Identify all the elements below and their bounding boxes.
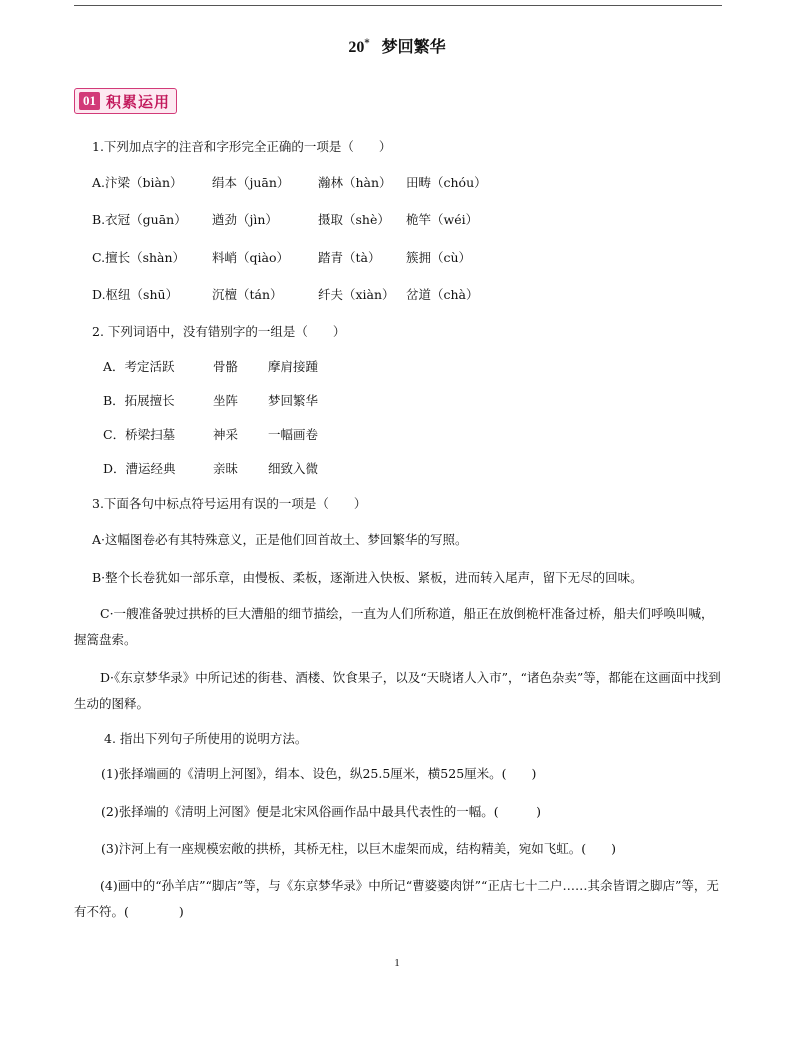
q4-item-3: (3)汴河上有一座规模宏敞的拱桥，其桥无柱，以巨木虚架而成，结构精美，宛如飞虹。( ) xyxy=(101,841,616,856)
q4-item-2: (2)张择端的《清明上河图》便是北宋风俗画作品中最具代表性的一幅。( ) xyxy=(101,804,541,819)
q2-option-text: 神采 xyxy=(213,427,239,442)
q2-option-d xyxy=(103,461,318,477)
q2-option-text: D．漕运经典 xyxy=(103,461,176,476)
q4-item-1: (1)张择端画的《清明上河图》，绢本、设色，纵25.5厘米，横525厘米。( ) xyxy=(101,766,537,781)
q1-option-b xyxy=(92,212,478,228)
q3-stem: 3.下面各句中标点符号运用有误的一项是（ ） xyxy=(92,496,367,511)
q4-item-4: (4)画中的“孙羊店”“脚店”等，与《东京梦华录》中所记“曹婆婆肉饼”“正店七十二户……其余皆谓之脚店”等，无有不符。( ) xyxy=(74,878,719,919)
q2-option-text: C．桥梁扫墓 xyxy=(103,427,176,442)
q1-option-text: 踏青（tà） xyxy=(318,250,381,265)
q3-option-d: D·《东京梦华录》中所记述的街巷、酒楼、饮食果子，以及“天晓诸人入市”，“诸色杂卖”等，都能在这画面中找到生动的图释。 xyxy=(74,670,721,711)
q2-option-text: 摩肩接踵 xyxy=(268,359,319,374)
q1-option-text: 遒劲（jìn） xyxy=(212,212,278,227)
q1-option-text: 岔道（chà） xyxy=(406,287,479,302)
q1-option-text: 绢本（juān） xyxy=(212,175,290,190)
q2-option-text: B．拓展擅长 xyxy=(103,393,175,408)
q2-option-text: A．考定活跃 xyxy=(103,359,175,374)
q1-option-text: C.擅长（shàn） xyxy=(92,250,186,265)
top-rule xyxy=(74,5,722,6)
q4-stem: 4. 指出下列句子所使用的说明方法。 xyxy=(104,731,308,746)
q3-option-c: C·一艘准备驶过拱桥的巨大漕船的细节描绘，一直为人们所称道，船正在放倒桅杆准备过桥，船夫们呼唤叫喊，握篙盘索。 xyxy=(74,606,714,647)
q3-option-a: A·这幅图卷必有其特殊意义，正是他们回首故土、梦回繁华的写照。 xyxy=(92,532,468,547)
q2-stem: 2. 下列词语中，没有错别字的一组是（ ） xyxy=(92,324,346,339)
q1-option-text: 料峭（qiào） xyxy=(212,250,289,265)
q1-stem: 1.下列加点字的注音和字形完全正确的一项是（ ） xyxy=(92,139,392,154)
q2-option-text: 坐阵 xyxy=(213,393,239,408)
q1-option-text: A.汴梁（biàn） xyxy=(92,175,183,190)
q2-option-b xyxy=(103,393,318,409)
page-number: 1 xyxy=(394,957,400,969)
q1-option-text: 桅竿（wéi） xyxy=(406,212,479,227)
q2-option-text: 细致入微 xyxy=(268,461,319,476)
q1-option-text: 纤夫（xiàn） xyxy=(318,287,395,302)
lesson-star: * xyxy=(364,37,370,49)
q1-option-a xyxy=(92,175,487,191)
section-badge xyxy=(74,88,177,114)
q1-option-text: 摄取（shè） xyxy=(318,212,390,227)
q1-option-text: D.枢纽（shū） xyxy=(92,287,179,302)
section-number: 01 xyxy=(79,92,100,110)
lesson-number: 20 xyxy=(348,39,365,56)
q2-option-text: 一幅画卷 xyxy=(268,427,319,442)
q2-option-text: 骨骼 xyxy=(213,359,239,374)
q2-option-a xyxy=(103,359,318,375)
lesson-title: 梦回繁华 xyxy=(381,37,446,56)
page-title xyxy=(0,34,794,57)
q2-option-c xyxy=(103,427,318,443)
q1-option-d xyxy=(92,287,479,303)
q1-option-text: 簇拥（cù） xyxy=(406,250,472,265)
q1-option-text: 田畴（chóu） xyxy=(406,175,487,190)
q1-option-text: 沉檀（tán） xyxy=(212,287,283,302)
q1-option-c xyxy=(92,250,471,266)
section-title: 积累运用 xyxy=(106,92,171,111)
q1-option-text: B.衣冠（guān） xyxy=(92,212,187,227)
q2-option-text: 梦回繁华 xyxy=(268,393,319,408)
q3-option-b: B·整个长卷犹如一部乐章，由慢板、柔板，逐渐进入快板、紧板，进而转入尾声，留下无尽的回味。 xyxy=(92,570,643,585)
q1-option-text: 瀚林（hàn） xyxy=(318,175,392,190)
q2-option-text: 亲昧 xyxy=(213,461,239,476)
